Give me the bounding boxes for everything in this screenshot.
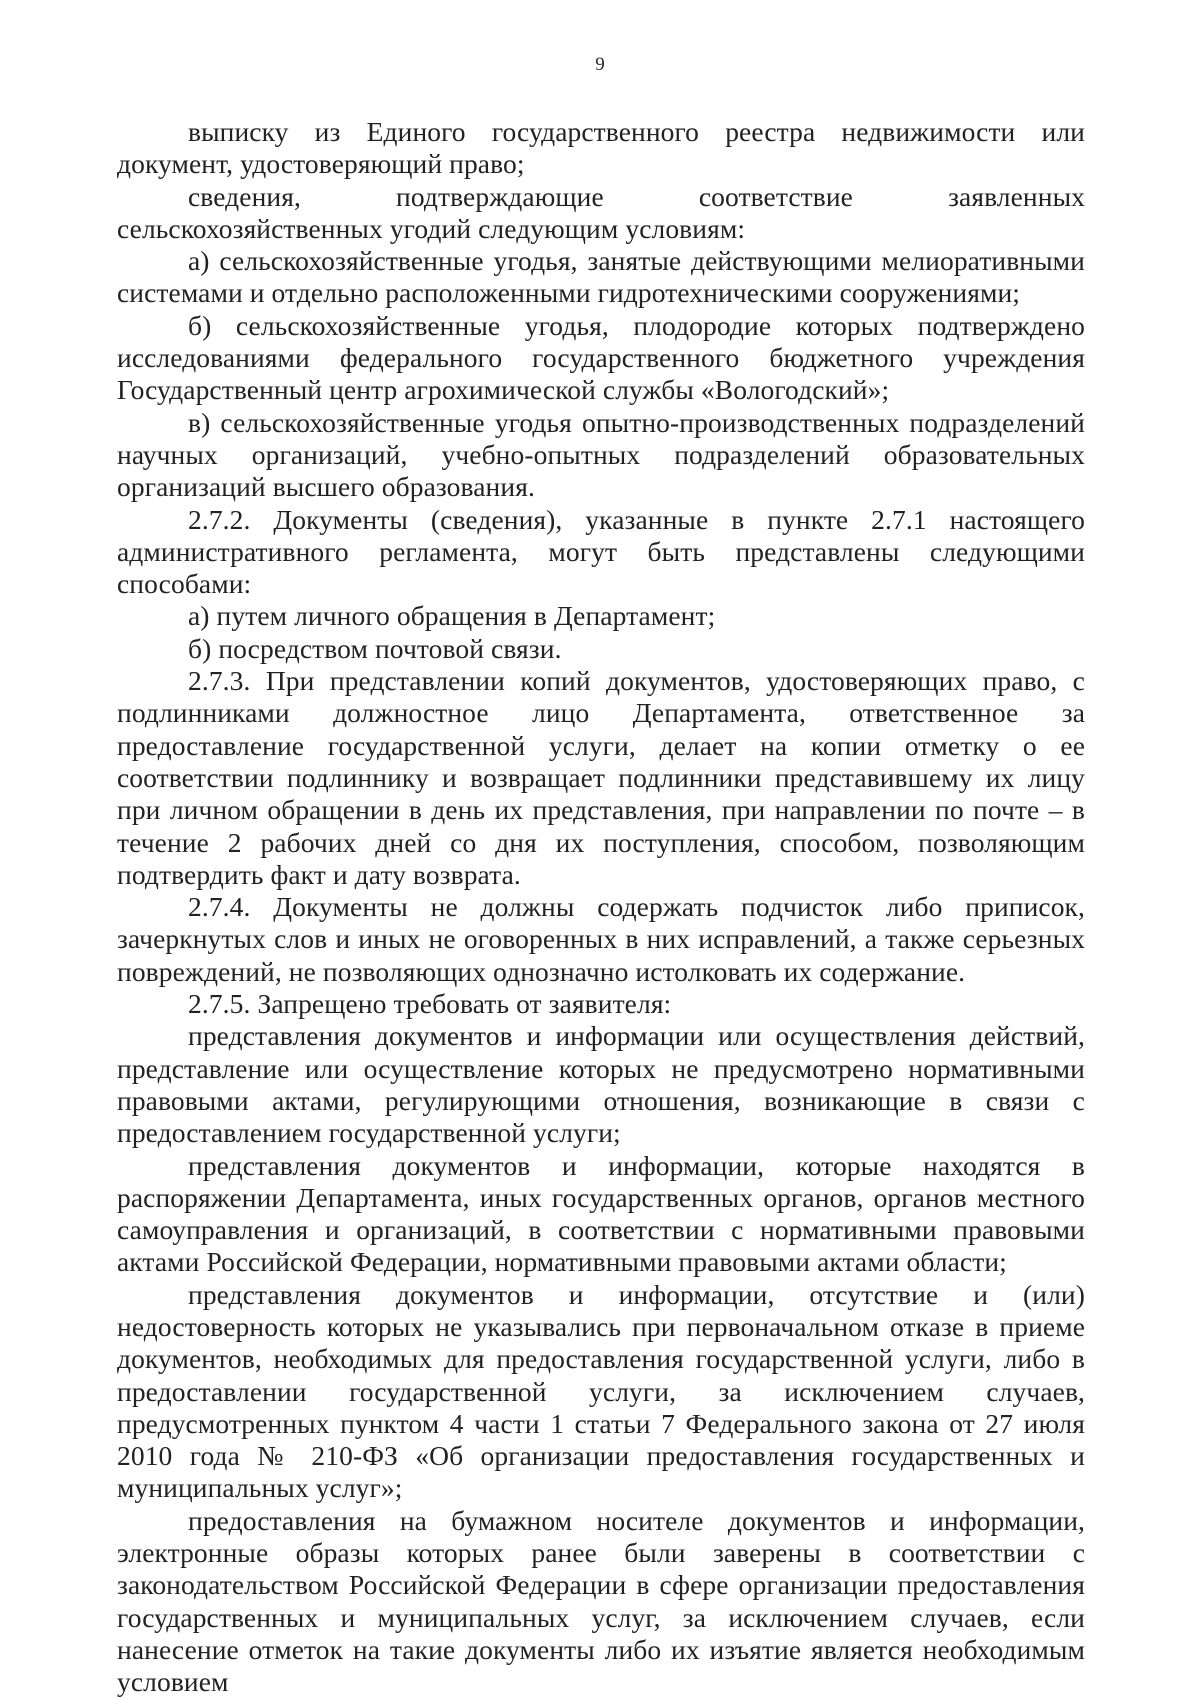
paragraph-method-b: б) посредством почтовой связи. (188, 632, 562, 664)
paragraph-condition-v: в) сельскохозяйственные угодья опытно-производственных подразделений научных организаций, учебно-опытных подразделений образовательных организаций высшего образования. (117, 406, 1085, 503)
document-body (117, 116, 1085, 1699)
paragraph-condition-a: а) сельскохозяйственные угодья, занятые действующими мелиоративными системами и отдельно расположенными гидротехническими сооружениями; (117, 245, 1085, 309)
paragraph-2-7-5: 2.7.5. Запрещено требовать от заявителя: (188, 988, 672, 1020)
paragraph-method-a: а) путем личного обращения в Департамент; (188, 600, 716, 632)
paragraph-egrn-extract: выписку из Единого государственного реестра недвижимости или документ, удостоверяющий право; (117, 116, 1085, 180)
page-number: 9 (595, 54, 605, 75)
paragraph-prohibition-4: предоставления на бумажном носителе документов и информации, электронные образы которых ранее были заверены в соответствии с законодательством Российской Федерации в сфере организации предоставления государственных и муниципальных услуг, за исключением случаев, если нанесение отметок на такие документы либо их изъятие является необходимым условием (117, 1504, 1085, 1698)
paragraph-prohibition-1: представления документов и информации или осуществления действий, представление или осуществление которых не предусмотрено нормативными правовыми актами, регулирующими отношения, возникающие в связи с предоставлением государственной услуги; (117, 1020, 1085, 1149)
paragraph-2-7-2: 2.7.2. Документы (сведения), указанные в пункте 2.7.1 настоящего административного регламента, могут быть представлены следующими способами: (117, 503, 1085, 600)
paragraph-2-7-4: 2.7.4. Документы не должны содержать подчисток либо приписок, зачеркнутых слов и иных не оговоренных в них исправлений, а также серьезных повреждений, не позволяющих однозначно истолковать их содержание. (117, 891, 1085, 987)
paragraph-2-7-3: 2.7.3. При представлении копий документов, удостоверяющих право, с подлинниками должностное лицо Департамента, ответственное за предоставление государственной услуги, делает на копии отметку о ее соответствии подлиннику и возвращает подлинники представившему их лицу при личном обращении в день их представления, при направлении по почте – в течение 2 рабочих дней со дня их поступления, способом, позволяющим подтвердить факт и дату возврата. (117, 665, 1085, 890)
paragraph-prohibition-2: представления документов и информации, которые находятся в распоряжении Департамента, иных государственных органов, органов местного самоуправления и организаций, в соответствии с нормативными правовыми актами Российской Федерации, нормативными правовыми актами области; (117, 1149, 1085, 1278)
paragraph-land-conditions: сведения, подтверждающие соответствие заявленных сельскохозяйственных угодий следующим условиям: (117, 180, 1085, 244)
paragraph-condition-b: б) сельскохозяйственные угодья, плодородие которых подтверждено исследованиями федерального государственного бюджетного учреждения Государственный центр агрохимической службы «Вологодский»; (117, 309, 1085, 406)
paragraph-prohibition-3: представления документов и информации, отсутствие и (или) недостоверность которых не указывались при первоначальном отказе в приеме документов, необходимых для предоставления государственной услуги, либо в предоставлении государственной услуги, за исключением случаев, предусмотренных пунктом 4 части 1 статьи 7 Федерального закона от 27 июля 2010 года № 210-ФЗ «Об организации предоставления государственных и муниципальных услуг»; (117, 1278, 1085, 1504)
